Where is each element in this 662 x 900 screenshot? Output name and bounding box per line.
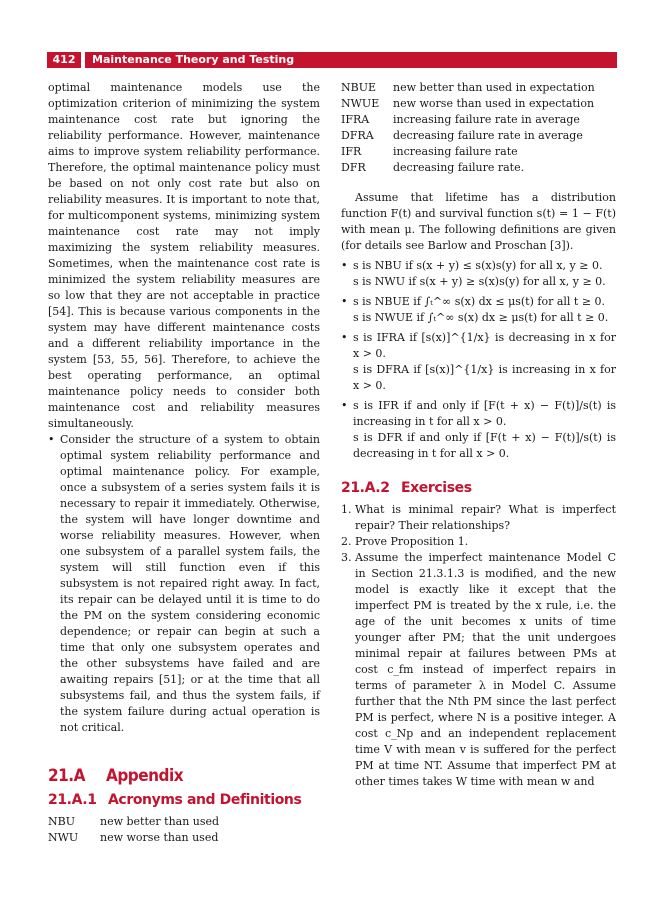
acronym-meaning: increasing failure rate (393, 145, 518, 158)
acronym-meaning: decreasing failure rate. (393, 161, 525, 174)
exercise-number: 3. (341, 551, 352, 564)
acronym: NBU (48, 815, 75, 828)
definition-item (341, 258, 616, 290)
acronym-row (341, 80, 616, 96)
acronym-row (341, 96, 616, 112)
acronym-meaning: new better than used in expectation (393, 81, 595, 94)
exercise-item (341, 534, 616, 550)
subsection-title: Exercises (401, 480, 472, 496)
subsection-heading (341, 480, 616, 496)
exercise-text: Assume the imperfect maintenance Model C in Section 21.3.1.3 is modified, and the new model is exactly like it except that the imperfect PM is treated by the x rule, i.e. the age of the unit becomes x units of time younger after PM; that the unit undergoes minimal repair at failures between PMs at cost c_fm instead of imperfect repairs in terms of parameter λ in Model C. Assume further that the Nth PM since the last perfect PM is perfect, where N is a positive integer. A cost c_Np and an independent replacement time V with mean v is suffered for the perfect PM at time NT. Assume that imperfect PM at other times takes W time with mean w and (355, 551, 616, 788)
acronym: NWU (48, 831, 79, 844)
exercise-text: Prove Proposition 1. (355, 535, 469, 548)
acronym-row (341, 112, 616, 128)
section-title: Appendix (106, 766, 184, 786)
page-number: 412 (47, 52, 81, 68)
left-column (48, 80, 320, 846)
acronym-meaning: decreasing failure rate in average (393, 129, 583, 142)
bullet-text: Consider the structure of a system to obtain optimal system reliability performance and optimal maintenance policy. For example, once a subsystem of a series system fails it is necessary to repair it immediately. Otherwise, the system will have longer downtime and worse reliability measures. However, when one subsystem of a parallel system fails, the system will still function even if this subsystem is not repaired right away. In fact, its repair can be delayed until it is time to do the PM on the system considering economic dependence; or repair can begin at such a time that only one subsystem operates and the other subsystems have failed and are awaiting repairs [51]; or at the time that all subsystems fail, and thus the system fails, if the system failure during actual operation is not critical. (60, 433, 320, 734)
acronym-meaning: new worse than used in expectation (393, 97, 595, 110)
bullet-item (48, 432, 320, 736)
running-header (47, 52, 617, 68)
acronym-row (341, 128, 616, 144)
definition-list (341, 258, 616, 462)
definition-text: s is NWU if s(x + y) ≥ s(x)s(y) for all x, y ≥ 0. (353, 275, 606, 288)
subsection-heading (48, 792, 320, 808)
acronym-row (341, 144, 616, 160)
subsection-title: Acronyms and Definitions (108, 792, 302, 808)
acronym: DFR (341, 161, 366, 174)
exercise-number: 2. (341, 535, 352, 548)
acronym: NWUE (341, 97, 380, 110)
body-paragraph: optimal maintenance models use the optimization criterion of minimizing the system maintenance cost rate but ignoring the reliability performance. However, maintenance aims to improve system reliability performance. Therefore, the optimal maintenance policy must be based on not only cost rate but also on reliability measures. It is important to note that, for multicomponent systems, minimizing system maintenance cost rate may not imply maximizing the system reliability measures. Sometimes, when the maintenance cost rate is minimized the system reliability measures are so low that they are not acceptable in practice [54]. This is because various components in the system may have different maintenance costs and a different reliability importance in the system [53, 55, 56]. Therefore, to achieve the best operating performance, an optimal maintenance policy needs to consider both maintenance cost and reliability measures simultaneously. (48, 81, 320, 430)
exercise-number: 1. (341, 503, 352, 516)
acronym-meaning: new worse than used (100, 831, 219, 844)
acronym: DFRA (341, 129, 374, 142)
definition-text: s is DFRA if [s(x)]^{1/x} is increasing in x for x > 0. (353, 363, 616, 392)
definition-text: s is NBU if s(x + y) ≤ s(x)s(y) for all x, y ≥ 0. (353, 259, 603, 272)
bullet-dot: • (341, 331, 348, 344)
intro-paragraph: Assume that lifetime has a distribution function F(t) and survival function s(t) = 1 − F(t) with mean μ. The following definitions are given (for details see Barlow and Proschan [3]). (341, 191, 616, 252)
bullet-dot: • (341, 295, 348, 308)
definition-text: s is IFR if and only if [F(t + x) − F(t)]/s(t) is increasing in t for all x > 0. (353, 399, 616, 428)
running-title: Maintenance Theory and Testing (85, 52, 617, 68)
bullet-dot: • (341, 259, 348, 272)
definition-item (341, 398, 616, 462)
definition-item (341, 330, 616, 394)
bullet-dot: • (341, 399, 348, 412)
subsection-number: 21.A.1 (48, 792, 97, 808)
exercise-text: What is minimal repair? What is imperfect repair? Their relationships? (355, 503, 616, 532)
acronym-row (48, 830, 320, 846)
definition-item (341, 294, 616, 326)
acronym-row (48, 814, 320, 830)
section-number: 21.A (48, 766, 85, 786)
definition-text: s is NWUE if ∫ₜ^∞ s(x) dx ≥ μs(t) for all t ≥ 0. (353, 311, 609, 324)
section-heading (48, 766, 320, 786)
definition-text: s is DFR if and only if [F(t + x) − F(t)]/s(t) is decreasing in t for all x > 0. (353, 431, 616, 460)
definition-text: s is NBUE if ∫ₜ^∞ s(x) dx ≤ μs(t) for all t ≥ 0. (353, 295, 606, 308)
bullet-dot: • (48, 433, 55, 446)
acronym: IFRA (341, 113, 370, 126)
exercise-item (341, 550, 616, 790)
acronym-meaning: increasing failure rate in average (393, 113, 580, 126)
acronym: IFR (341, 145, 362, 158)
acronym-meaning: new better than used (100, 815, 220, 828)
exercise-item (341, 502, 616, 534)
acronym-row (341, 160, 616, 176)
subsection-number: 21.A.2 (341, 480, 390, 496)
acronym: NBUE (341, 81, 377, 94)
right-column (341, 80, 616, 790)
definition-text: s is IFRA if [s(x)]^{1/x} is decreasing in x for x > 0. (353, 331, 616, 360)
